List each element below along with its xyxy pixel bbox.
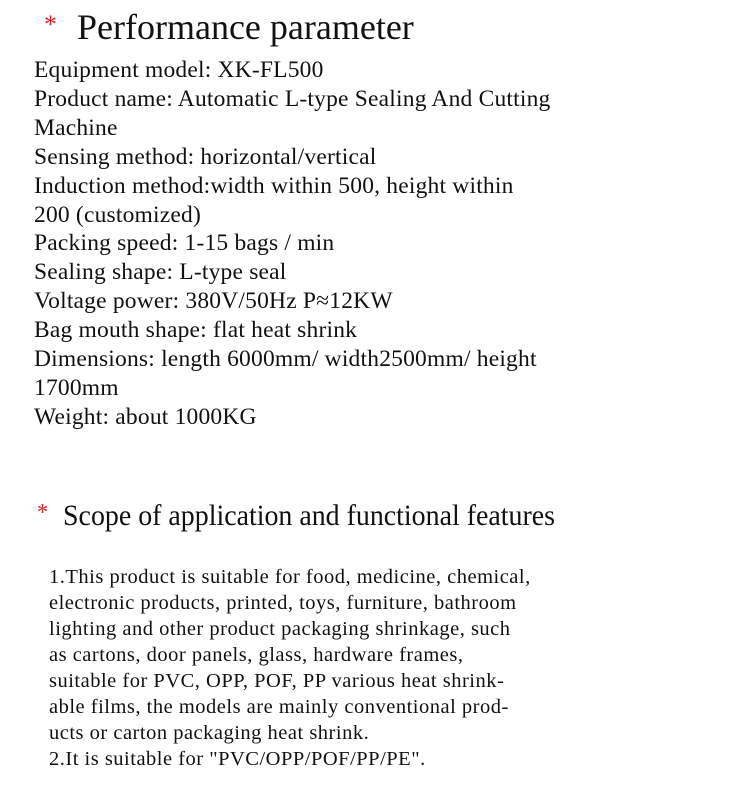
param-line-dimensions-cont: 1700mm <box>34 374 119 401</box>
feature-line: able films, the models are mainly conventional prod- <box>49 696 509 718</box>
feature-line: lighting and other product packaging shrinkage, such <box>49 618 511 640</box>
performance-parameter-list <box>34 56 724 432</box>
scope-title: Scope of application and functional features <box>63 499 555 532</box>
param-line-bag-mouth-shape: Bag mouth shape: flat heat shrink <box>34 317 358 344</box>
feature-line: suitable for PVC, OPP, POF, PP various heat shrink- <box>49 670 505 692</box>
star-icon: * <box>37 500 49 526</box>
param-line-sensing-method: Sensing method: horizontal/vertical <box>34 143 377 170</box>
param-line-voltage-power: Voltage power: 380V/50Hz P≈12KW <box>34 288 393 315</box>
feature-line: electronic products, printed, toys, furniture, bathroom <box>49 592 517 614</box>
param-line-equipment-model: Equipment model: XK-FL500 <box>34 57 324 83</box>
param-line-induction-method: Induction method:width within 500, height within <box>34 172 514 199</box>
param-line-sealing-shape: Sealing shape: L-type seal <box>34 259 287 286</box>
star-icon: * <box>44 10 57 39</box>
param-line-product-name: Product name: Automatic L-type Sealing And Cutting <box>34 85 551 112</box>
performance-heading <box>44 3 414 49</box>
param-line-induction-method-cont: 200 (customized) <box>34 201 201 228</box>
feature-line: ucts or carton packaging heat shrink. <box>49 722 370 744</box>
feature-line: 2.It is suitable for "PVC/OPP/POF/PP/PE". <box>49 748 426 770</box>
param-line-weight: Weight: about 1000KG <box>34 403 257 430</box>
param-line-product-name-cont: Machine <box>34 114 118 141</box>
feature-line: 1.This product is suitable for food, medicine, chemical, <box>49 566 531 588</box>
param-line-packing-speed: Packing speed: 1-15 bags / min <box>34 230 335 257</box>
feature-line: as cartons, door panels, glass, hardware frames, <box>49 644 464 666</box>
performance-title: Performance parameter <box>77 7 414 47</box>
scope-heading <box>37 493 555 536</box>
param-line-dimensions: Dimensions: length 6000mm/ width2500mm/ height <box>34 346 537 373</box>
scope-feature-text <box>49 564 699 772</box>
